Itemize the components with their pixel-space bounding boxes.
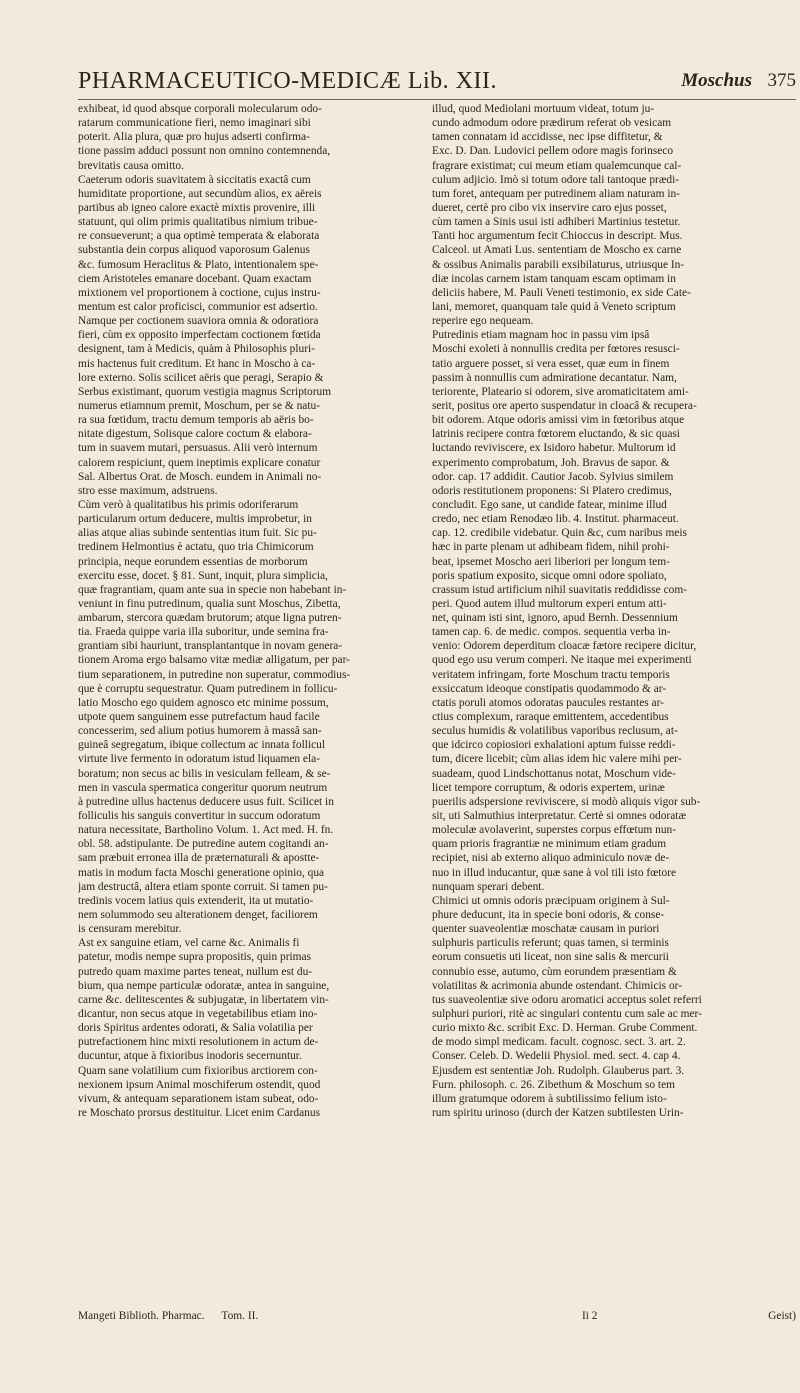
text-line: natura necessitate, Bartholino Volum. 1. Act med. H. fn. — [78, 824, 334, 837]
text-line: diæ incolas carnem istam tanquam escam optimam in — [432, 272, 676, 285]
text-line: designent, tam à Medicis, quàm à Philosophis pluri- — [78, 343, 315, 356]
text-line: de modo simpl medicam. facult. cognosc. sect. 3. art. 2. — [432, 1036, 686, 1049]
text-line: venio: Odorem deperditum cloacæ fætore recipere dicitur, — [432, 640, 697, 653]
text-line: nitate digestum, Solisque calore coctum & elabora- — [78, 428, 312, 441]
text-line: quam prioris fragrantiæ ne minimum etiam gradum — [432, 838, 667, 851]
text-line: crassum istud artificium nihil suavitatis reddidisse com- — [432, 583, 687, 596]
text-line: numerus etiamnum premit, Moschum, per se & natu- — [78, 399, 321, 412]
text-line: exsiccatum ideoque constipatis quodammodo & ar- — [432, 682, 667, 695]
signature-mark: Ii 2 — [582, 1310, 598, 1322]
text-line: que è corruptu sequestratur. Quam putredinem in follicu- — [78, 682, 338, 695]
text-line: tatio arguere posset, si vera esset, quæ eum in finem — [432, 357, 670, 370]
printer-signature: Mangeti Biblioth. Pharmac. — [78, 1310, 205, 1322]
text-line: sit, uti Salmuthius interpretatur. Certè si omnes odoratæ — [432, 810, 687, 823]
text-line: illud, quod Mediolani mortuum videat, totum ju- — [432, 103, 655, 115]
text-line: sulphuri puriori, ritè ac singulari contentu cum sale ac mer- — [432, 1008, 702, 1020]
text-line: cundo admodum odore prædirum referat ob vesicam — [432, 117, 672, 130]
text-line: moleculæ avolaverint, superstes corpus effœtum nun- — [432, 824, 676, 837]
text-line: ambarum, stercora quædam brutorum; atque ligna putren- — [78, 612, 342, 625]
text-line: ducuntur, atque à fixioribus inodoris secernuntur. — [78, 1050, 302, 1063]
text-line: Exc. D. Dan. Ludovici pellem odore magis forinseco — [432, 145, 674, 158]
text-line: hæc in parte plenam ut adhibeam fidem, nihil prohi- — [432, 541, 670, 554]
text-line: illum gratumque odorem à subtilissimo felium isto- — [432, 1092, 667, 1105]
text-line: Chimici ut omnis odoris præcipuam originem à Sul- — [432, 894, 670, 907]
text-line: deliciis habere, M. Pauli Veneti testimonio, ex side Cate- — [432, 286, 691, 299]
text-line: Putredinis etiam magnam hoc in passu vim ipsâ — [432, 329, 650, 342]
text-line: nuo in illud inducantur, quæ sane à vol tili isto fœtore — [432, 866, 677, 879]
text-line: Caeterum odoris suavitatem à siccitatis exactâ cum — [78, 173, 311, 186]
text-line: experimento comprobatum, Joh. Bravus de sapor. & — [432, 456, 670, 469]
text-line: lore externo. Solis scilicet aëris que peragi, Serapio & — [78, 371, 324, 384]
text-line: veniunt in finu putredinum, qualia sunt Moschus, Zibetta, — [78, 597, 341, 610]
text-line: Sal. Albertus Orat. de Mosch. eundem in Animali no- — [78, 470, 322, 483]
text-line: vivum, & antequam separationem istam subeat, odo- — [78, 1092, 319, 1105]
text-line: Serbus existimant, quorum vestigia magnus Scriptorum — [78, 385, 332, 398]
text-line: ciem Aristoteles emanare docebant. Quam exactam — [78, 272, 312, 285]
text-line: doris Spiritus ardentes odorati, & Salia volatilia per — [78, 1022, 313, 1035]
text-line: Cùm verò à qualitatibus his primis odoriferarum — [78, 498, 299, 511]
text-line: veritatem infringam, forte Moschum tractu temporis — [432, 668, 670, 681]
text-line: Tanti hoc argumentum fecit Chioccus in descript. Mus. — [432, 230, 683, 243]
text-line: & ossibus Animalis parabili exsibilaturus, utriusque In- — [432, 258, 685, 271]
text-line: sulphuris particulis referunt; quas tamen, si terminis — [432, 937, 669, 950]
text-line: exhibeat, id quod absque corporali molecularum odo- — [78, 103, 322, 115]
page-number: 375 — [767, 70, 796, 91]
text-line: peri. Quod autem illud multorum experi entum atti- — [432, 597, 667, 610]
text-line: Conser. Celeb. D. Wedelii Physiol. med. sect. 4. cap 4. — [432, 1050, 681, 1063]
text-line: que idcirco copiosiori exhalationi aptum fuisse reddi- — [432, 739, 676, 752]
text-line: bium, qua nempe particulæ odoratæ, antea in sanguine, — [78, 979, 330, 992]
text-line: latrinis recipere contra fœtorem eluctando, & sic quasi — [432, 428, 680, 441]
text-line: statuunt, qui olim primis qualitatibus nimium tribue- — [78, 216, 318, 229]
text-line: tus suaveolentiæ sive odoru aromatici acceptus solet referri — [432, 993, 702, 1006]
text-line: nunquam sperari debent. — [432, 880, 545, 893]
text-line: Furn. philosoph. c. 26. Zibethum & Moschum so tem — [432, 1078, 675, 1091]
text-line: tum, dicere licebit; cùm alias idem hic valere mihi per- — [432, 753, 682, 766]
text-line: connubio esse, autumo, cùm eorundem præsentiam & — [432, 965, 677, 978]
text-line: humiditate proportione, aut secundùm alios, ex aëreis — [78, 187, 322, 200]
text-line: fragrare existimat; cui meum etiam qualemcunque cal- — [432, 159, 682, 172]
text-line: dicantur, non secus atque in vegetabilibus etiam ino- — [78, 1008, 318, 1020]
footer-left — [78, 1310, 258, 1322]
text-line: men in vascula spermatica congeritur quorum neutrum — [78, 781, 328, 794]
text-line: mixtionem vel proportionem à coctione, cujus instru- — [78, 286, 321, 299]
right-column — [432, 102, 796, 1120]
text-line: &c. fumosum Heraclitus & Plato, intentionalem spe- — [78, 258, 319, 271]
text-line: teriorente, Plateario si odorem, sive aromaticitatem ami- — [432, 385, 689, 398]
text-line: ra sua fœtidum, tractu demum temporis ab aëris bo- — [78, 414, 314, 427]
text-line: nexionem ipsum Animal moschiferum ostendit, quod — [78, 1078, 321, 1091]
text-line: Namque per coctionem suaviora omnia & odoratiora — [78, 315, 319, 328]
volume-label: Tom. II. — [221, 1310, 259, 1322]
text-line: jam destructâ, altera etiam sponte corruit. Si tamen pu- — [78, 880, 328, 893]
text-line: is censuram merebitur. — [78, 923, 182, 936]
text-line: tredinis vocem latius quis extenderit, ita ut mutatio- — [78, 894, 314, 907]
text-line: odor. cap. 17 addidit. Cautior Jacob. Sylvius similem — [432, 470, 674, 483]
text-line: Quam sane volatilium cum fixioribus arctiorem con- — [78, 1064, 318, 1077]
text-line: exercitu esse, docet. § 81. Sunt, inquit, plura simplicia, — [78, 569, 328, 582]
text-line: recipiet, nisi ab externo aliquo adminiculo novæ de- — [432, 852, 670, 865]
text-line: suadeam, quod Lindschottanus notat, Moschum vide- — [432, 767, 676, 780]
text-line: Calceol. ut Amati Lus. sententiam de Moscho ex carne — [432, 244, 682, 257]
section-title: Moschus — [681, 70, 752, 91]
text-line: tia. Fraeda quippe varia illa suboritur, unde semina fra- — [78, 626, 329, 639]
text-line: calorem respiciunt, quem ineptimis explicare conatur — [78, 456, 321, 469]
text-line: à putredine ullus hactenus deducere usus fuit. Scilicet in — [78, 795, 334, 808]
text-line: latio Moscho ego quidem agnosco etc minime possum, — [78, 696, 329, 709]
text-line: beat, ipsemet Moscho aeri liberiori per longum tem- — [432, 555, 670, 568]
text-line: guineâ segregatum, ibique collectum ac innata follicul — [78, 739, 326, 752]
text-line: volatilitas & acrimonia abunde ostendant. Chimicis or- — [432, 979, 682, 992]
text-line: curio mixto &c. scribit Exc. D. Herman. Grube Comment. — [432, 1022, 698, 1035]
text-line: lani, memoret, quanquam tale quid à Veneto scriptum — [432, 300, 676, 313]
text-line: re consueverunt; a qua optimè temperata & elaborata — [78, 230, 320, 243]
text-line: fieri, cùm ex opposito imperfectam coctionem fœtida — [78, 329, 321, 342]
text-line: bit odorem. Atque odoris amissi vim in fœtoribus atque — [432, 414, 685, 427]
text-line: concesserim, sed alium potius humorem à massâ san- — [78, 725, 322, 738]
text-line: ratarum communicatione fieri, nemo imaginari sibi — [78, 117, 311, 130]
text-line: tamen cap. 6. de medic. compos. sequentia verba in- — [432, 626, 671, 639]
text-line: phure deducunt, ita in specie boni odoris, & conse- — [432, 909, 665, 922]
text-line: cùm tamen a Sinis usui isti adhiberi Martinius testetur. — [432, 216, 681, 229]
text-line: tum in suavem mutari, persuasus. Alii verò internum — [78, 442, 318, 455]
text-line: matis in modum facta Moschi generatione opinio, qua — [78, 866, 325, 879]
text-line: patetur, modis nempe supra propositis, quin primas — [78, 951, 312, 964]
header-rule — [78, 99, 796, 100]
text-line: mentum est calor proficisci, communior est adsertio. — [78, 300, 318, 313]
text-line: culum adjicio. Imò si totum odore tali tantoque prædi- — [432, 173, 680, 186]
text-line: re Moschato prorsus destituitur. Licet enim Cardanus — [78, 1106, 321, 1119]
text-line: luctando reviviscere, ex Isidoro habetur. Multorum id — [432, 442, 676, 455]
text-line: tredinem Helmontius è actatu, quo tria Chimicorum — [78, 541, 314, 554]
text-line: carne &c. delitescentes & subjugatæ, in libertatem vin- — [78, 993, 329, 1006]
text-line: licet tempore corruptum, & odoris expertem, urinæ — [432, 781, 665, 794]
text-line: sam præbuit erronea illa de præternaturali & apostte- — [78, 852, 320, 865]
text-line: rum spiritu urinoso (durch der Katzen subtilesten Urin- — [432, 1106, 684, 1119]
text-line: brevitatis causa omitto. — [78, 159, 184, 172]
text-line: obl. 58. adstipulante. De putredine autem cogitandi an- — [78, 838, 329, 851]
text-line: puerilis adspersione reviviscere, si modò aliquis vigor sub- — [432, 795, 701, 808]
text-line: tamen connatam id accidisse, nec ipse diffitetur, & — [432, 131, 663, 144]
text-line: poterit. Alia plura, quæ pro hujus adserti confirma- — [78, 131, 310, 144]
text-line: dueret, certè pro cibo vix inservire caro ejus posset, — [432, 201, 667, 214]
text-line: net, quinam isti sint, ignoro, apud Bernh. Dessennium — [432, 612, 678, 625]
text-line: substantia dein corpus aliquod vaporosum Galenus — [78, 244, 310, 257]
text-line: particularum ortum deducere, multis improbetur, in — [78, 513, 312, 526]
text-line: putredo quam maxime partes teneat, nullum est du- — [78, 965, 313, 978]
text-line: Ejusdem est sententiæ Joh. Rudolph. Glauberus part. 3. — [432, 1064, 685, 1077]
text-line: serit, positus ore aperto suspendatur in cloacâ & recupera- — [432, 399, 697, 412]
running-header — [78, 68, 796, 98]
text-line: tionem Aroma ergo balsamo vitæ mediæ alligatum, per par- — [78, 654, 350, 667]
text-line: folliculis his sanguis convertitur in succum odoratum — [78, 810, 321, 823]
text-line: nem solummodo seu alterationem denget, faciliorem — [78, 909, 318, 922]
text-line: principia, neque eorundem essentias de morborum — [78, 555, 308, 568]
text-line: seculus humidis & volatilibus vaporibus reclusum, at- — [432, 725, 678, 738]
text-line: Moschi exoleti à nonnullis credita per fœtores resusci- — [432, 343, 680, 356]
text-line: partibus ab igneo calore exactè mixtis provenire, illi — [78, 201, 316, 214]
text-line: Ast ex sanguine etiam, vel carne &c. Animalis fi — [78, 937, 300, 950]
text-line: mis hactenus fuit creditum. Et hanc in Moscho à ca- — [78, 357, 316, 370]
text-line: odoris restitutionem proponens: Si Platero credimus, — [432, 484, 672, 497]
text-line: quæ fragrantiam, quam ante sua in specie non habebant in- — [78, 583, 347, 596]
text-line: tum foret, antequam per putredinem aliam naturam in- — [432, 187, 680, 200]
text-line: grantiam sibi hauriunt, transplantantque in novam genera- — [78, 640, 343, 653]
running-title: PHARMACEUTICO-MEDICÆ Lib. XII. — [78, 68, 497, 94]
text-line: cap. 12. credibile videbatur. Quin &c, cum naribus meis — [432, 527, 687, 540]
left-column — [78, 102, 424, 1120]
text-line: quod ego usu verum comperi. Ne itaque mei experimenti — [432, 654, 692, 667]
text-line: ctius complexum, raraque emittentem, accedentibus — [432, 711, 669, 724]
text-line: poris spatium exposito, sicque omni odore spoliato, — [432, 569, 667, 582]
text-line: stro esse maximum, adstruens. — [78, 484, 218, 497]
text-line: quenter suaveolentiæ moschatæ causam in puriori — [432, 923, 660, 936]
text-line: passim à nonnullis cum admiratione decantatur. Nam, — [432, 371, 677, 384]
text-line: eorum consuetis uti liceat, non sine salis & mercurii — [432, 951, 669, 964]
text-line: boratum; non secus ac bilis in vesiculam felleam, & se- — [78, 767, 331, 780]
text-line: virtute live fermento in odoratum istud liquamen ela- — [78, 753, 320, 766]
text-line: tium separationem, in putredine non superatur, commodius- — [78, 668, 351, 681]
text-line: concludit. Ego sane, ut candide fatear, minime illud — [432, 498, 667, 511]
text-line: credo, nec etiam Renodæo lib. 4. Institut. pharmaceut. — [432, 513, 679, 526]
text-line: ctatis poruli atomos odoratas paucules restantes ar- — [432, 696, 664, 709]
catchword: Geist) — [768, 1310, 796, 1322]
text-line: alias atque alias subinde sententias itum fuit. Sic pu- — [78, 527, 317, 540]
text-line: tione passim adduci possunt non omnino contemnenda, — [78, 145, 331, 158]
text-line: utpote quem sanguinem esse putrefactum haud facile — [78, 711, 320, 724]
text-line: reperire ego nequeam. — [432, 315, 534, 328]
text-line: putrefactionem hinc mixti resolutionem in actum de- — [78, 1036, 319, 1049]
